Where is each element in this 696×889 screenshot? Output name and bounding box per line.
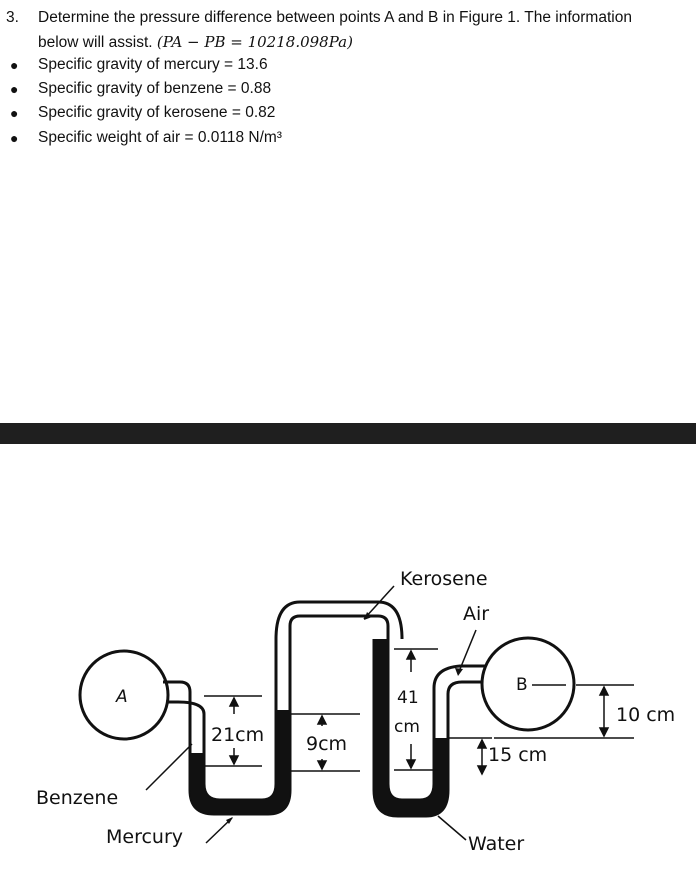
bullet-icon: ●: [10, 57, 19, 73]
question-text-line2: [38, 30, 353, 55]
label-b: B: [516, 675, 528, 695]
label-a: A: [116, 687, 128, 707]
bulb-b: [482, 638, 574, 730]
label-mercury: Mercury: [106, 826, 184, 848]
dim-41-label: 41: [397, 688, 419, 708]
bullet-item-kerosene: Specific gravity of kerosene = 0.82: [38, 104, 276, 121]
label-air: Air: [463, 603, 490, 625]
dim-21cm-label: 21cm: [211, 724, 265, 746]
bullet-icon: ●: [10, 105, 19, 121]
question-text-line2-words: below will assist.: [38, 34, 153, 51]
dim-9cm-label: 9cm: [306, 733, 348, 755]
bulb-a: [80, 651, 168, 739]
water-leader: [438, 816, 466, 840]
pressure-difference-formula: (PA − PB = 10218.098Pa): [156, 33, 353, 51]
bullet-item-air: Specific weight of air = 0.0118 N/m³: [38, 129, 282, 146]
dim-10cm-label: 10 cm: [616, 704, 676, 726]
dark-divider-band: [0, 423, 696, 444]
dim-41-unit: cm: [394, 717, 420, 737]
question-number: 3.: [6, 9, 19, 26]
bullet-icon: ●: [10, 130, 19, 146]
bullet-item-benzene: Specific gravity of benzene = 0.88: [38, 80, 272, 97]
manometer-figure: [0, 444, 696, 889]
question-text-line1: Determine the pressure difference between points A and B in Figure 1. The information: [38, 9, 632, 26]
label-kerosene: Kerosene: [400, 568, 488, 590]
label-benzene: Benzene: [36, 787, 119, 809]
dim-15cm: [448, 738, 492, 774]
bullet-item-mercury: Specific gravity of mercury = 13.6: [38, 56, 268, 73]
label-water: Water: [468, 833, 525, 855]
dim-41cm: [394, 649, 438, 770]
right-u-tube: [374, 626, 486, 816]
bullet-icon: ●: [10, 81, 19, 97]
dim-15cm-label: 15 cm: [488, 744, 548, 766]
benzene-leader: [146, 744, 192, 790]
